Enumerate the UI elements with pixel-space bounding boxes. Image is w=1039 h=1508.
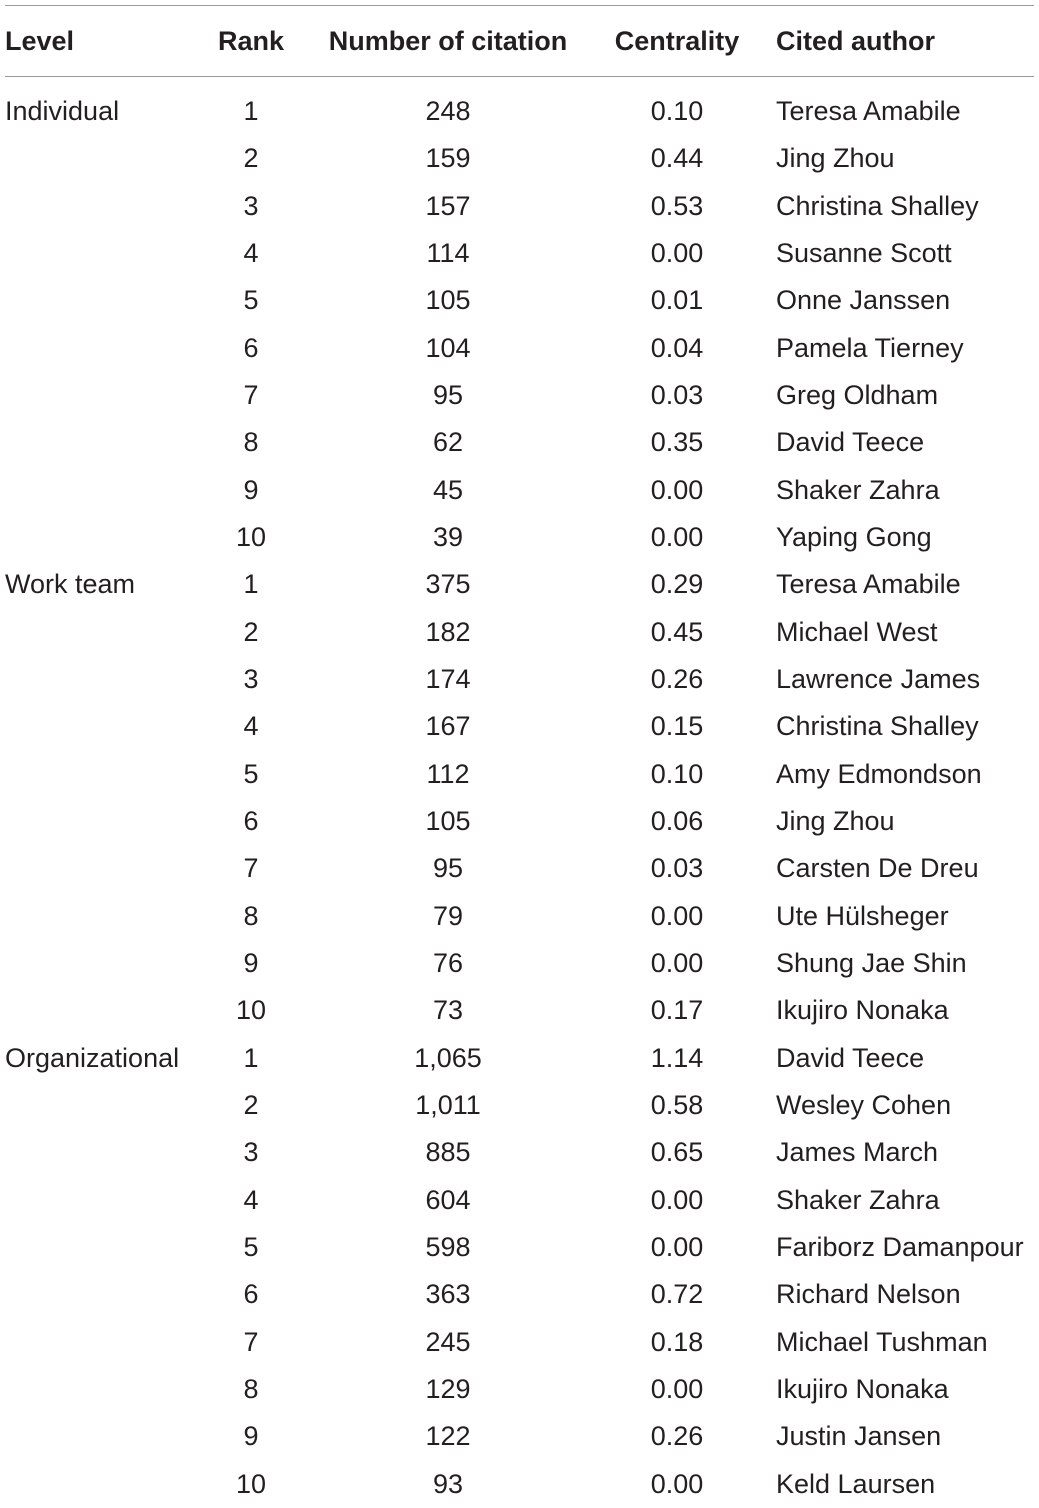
table-row — [0, 1177, 1039, 1224]
cell-centrality: 0.00 — [650, 1185, 704, 1215]
cell-number-of-citation: 93 — [432, 1469, 464, 1499]
table-row — [0, 277, 1039, 324]
cell-cited-author: David Teece — [776, 1043, 925, 1073]
cell-centrality: 0.29 — [650, 569, 704, 599]
cell-cited-author: Greg Oldham — [776, 380, 939, 410]
cell-centrality: 1.14 — [650, 1043, 704, 1073]
cell-number-of-citation: 73 — [432, 995, 464, 1025]
cell-centrality: 0.00 — [650, 522, 704, 552]
cell-cited-author: Shaker Zahra — [776, 475, 940, 505]
cell-centrality: 0.06 — [650, 806, 704, 836]
table-row — [0, 751, 1039, 798]
cell-rank: 5 — [243, 1232, 259, 1262]
cell-cited-author: Carsten De Dreu — [776, 853, 979, 883]
cell-cited-author: Jing Zhou — [776, 143, 895, 173]
cell-cited-author: Justin Jansen — [776, 1421, 942, 1451]
table-row — [0, 1413, 1039, 1460]
cell-centrality: 0.26 — [650, 664, 704, 694]
cell-rank: 2 — [243, 1090, 259, 1120]
cell-rank: 6 — [243, 333, 259, 363]
table-row — [0, 1035, 1039, 1082]
cell-centrality: 0.45 — [650, 617, 704, 647]
cell-centrality: 0.18 — [650, 1327, 704, 1357]
cell-number-of-citation: 182 — [425, 617, 471, 647]
cell-cited-author: Teresa Amabile — [776, 569, 961, 599]
table-row — [0, 419, 1039, 466]
cell-cited-author: Keld Laursen — [776, 1469, 936, 1499]
cell-number-of-citation: 375 — [425, 569, 471, 599]
table-row — [0, 467, 1039, 514]
cell-rank: 2 — [243, 143, 259, 173]
table-row — [0, 609, 1039, 656]
cell-cited-author: Shung Jae Shin — [776, 948, 967, 978]
cell-centrality: 0.58 — [650, 1090, 704, 1120]
cell-centrality: 0.00 — [650, 475, 704, 505]
cell-number-of-citation: 885 — [425, 1137, 471, 1167]
table-row — [0, 325, 1039, 372]
cell-level: Organizational — [5, 1043, 180, 1073]
cell-number-of-citation: 159 — [425, 143, 471, 173]
cell-centrality: 0.00 — [650, 1232, 704, 1262]
cell-cited-author: Pamela Tierney — [776, 333, 964, 363]
table-row — [0, 1271, 1039, 1318]
cell-number-of-citation: 248 — [425, 96, 471, 126]
cell-rank: 10 — [235, 522, 267, 552]
cell-rank: 10 — [235, 1469, 267, 1499]
cell-number-of-citation: 79 — [432, 901, 464, 931]
table-row — [0, 703, 1039, 750]
cell-rank: 8 — [243, 1374, 259, 1404]
cell-rank: 4 — [243, 711, 259, 741]
cell-rank: 7 — [243, 853, 259, 883]
cell-number-of-citation: 112 — [426, 759, 470, 789]
table-row — [0, 845, 1039, 892]
table-row — [0, 1224, 1039, 1271]
cell-centrality: 0.44 — [650, 143, 704, 173]
cell-cited-author: Onne Janssen — [776, 285, 951, 315]
cell-centrality: 0.26 — [650, 1421, 704, 1451]
cell-centrality: 0.00 — [650, 1374, 704, 1404]
cell-centrality: 0.35 — [650, 427, 704, 457]
cell-number-of-citation: 1,065 — [414, 1043, 482, 1073]
cell-cited-author: Ikujiro Nonaka — [776, 1374, 949, 1404]
cell-rank: 6 — [243, 1279, 259, 1309]
cell-rank: 8 — [243, 901, 259, 931]
cell-cited-author: James March — [776, 1137, 939, 1167]
cell-centrality: 0.15 — [650, 711, 704, 741]
cell-cited-author: Fariborz Damanpour — [776, 1232, 1024, 1262]
cell-rank: 8 — [243, 427, 259, 457]
cell-number-of-citation: 157 — [425, 191, 471, 221]
cell-centrality: 0.72 — [650, 1279, 704, 1309]
header-centrality: Centrality — [614, 26, 740, 56]
cell-centrality: 0.04 — [650, 333, 704, 363]
cell-number-of-citation: 104 — [425, 333, 471, 363]
table-row — [0, 88, 1039, 135]
cell-cited-author: Susanne Scott — [776, 238, 952, 268]
cell-cited-author: Yaping Gong — [776, 522, 932, 552]
cell-number-of-citation: 39 — [432, 522, 464, 552]
table-row — [0, 656, 1039, 703]
cell-centrality: 0.10 — [650, 96, 704, 126]
cell-centrality: 0.00 — [650, 901, 704, 931]
cell-centrality: 0.00 — [650, 238, 704, 268]
cell-rank: 5 — [243, 285, 259, 315]
cell-number-of-citation: 95 — [432, 853, 464, 883]
cell-number-of-citation: 363 — [425, 1279, 471, 1309]
cell-cited-author: Ikujiro Nonaka — [776, 995, 949, 1025]
cell-rank: 9 — [243, 475, 259, 505]
table-row — [0, 372, 1039, 419]
cell-cited-author: Michael Tushman — [776, 1327, 988, 1357]
cell-rank: 2 — [243, 617, 259, 647]
cell-cited-author: Lawrence James — [776, 664, 981, 694]
header-level: Level — [5, 26, 75, 56]
cell-centrality: 0.17 — [650, 995, 704, 1025]
cell-centrality: 0.10 — [650, 759, 704, 789]
cell-cited-author: Wesley Cohen — [776, 1090, 952, 1120]
cell-rank: 3 — [243, 1137, 259, 1167]
table-row — [0, 1366, 1039, 1413]
cell-rank: 4 — [243, 238, 259, 268]
cell-cited-author: Christina Shalley — [776, 711, 979, 741]
cell-rank: 7 — [243, 380, 259, 410]
cell-number-of-citation: 604 — [425, 1185, 471, 1215]
cell-number-of-citation: 245 — [425, 1327, 471, 1357]
table-row — [0, 230, 1039, 277]
cell-cited-author: Ute Hülsheger — [776, 901, 949, 931]
cell-cited-author: Teresa Amabile — [776, 96, 961, 126]
table-header-rule — [5, 76, 1034, 77]
table-row — [0, 514, 1039, 561]
header-cited-author: Cited author — [776, 26, 935, 56]
cell-centrality: 0.65 — [650, 1137, 704, 1167]
cell-number-of-citation: 62 — [432, 427, 464, 457]
cell-cited-author: Richard Nelson — [776, 1279, 961, 1309]
cell-rank: 1 — [243, 96, 259, 126]
cell-number-of-citation: 114 — [426, 238, 470, 268]
cell-rank: 10 — [235, 995, 267, 1025]
cell-cited-author: Amy Edmondson — [776, 759, 982, 789]
table-top-rule — [5, 5, 1034, 6]
cell-cited-author: Michael West — [776, 617, 938, 647]
cell-centrality: 0.03 — [650, 380, 704, 410]
cell-level: Individual — [5, 96, 120, 126]
table-row — [0, 1319, 1039, 1366]
table-row — [0, 561, 1039, 608]
cell-number-of-citation: 122 — [425, 1421, 471, 1451]
table-row — [0, 893, 1039, 940]
cell-level: Work team — [5, 569, 136, 599]
cell-centrality: 0.03 — [650, 853, 704, 883]
cell-number-of-citation: 76 — [432, 948, 464, 978]
table-header-row — [0, 18, 1039, 64]
cell-rank: 1 — [243, 569, 259, 599]
table-row — [0, 183, 1039, 230]
cell-number-of-citation: 105 — [425, 806, 471, 836]
cell-rank: 6 — [243, 806, 259, 836]
cell-rank: 9 — [243, 1421, 259, 1451]
table-row — [0, 940, 1039, 987]
cell-rank: 1 — [243, 1043, 259, 1073]
cell-number-of-citation: 1,011 — [415, 1090, 481, 1120]
table-row — [0, 1082, 1039, 1129]
cell-centrality: 0.00 — [650, 948, 704, 978]
table-row — [0, 135, 1039, 182]
cell-number-of-citation: 45 — [432, 475, 464, 505]
cell-centrality: 0.01 — [650, 285, 704, 315]
cell-cited-author: Shaker Zahra — [776, 1185, 940, 1215]
table-row — [0, 987, 1039, 1034]
cell-cited-author: David Teece — [776, 427, 925, 457]
cell-rank: 3 — [243, 664, 259, 694]
cell-number-of-citation: 167 — [425, 711, 471, 741]
cell-rank: 7 — [243, 1327, 259, 1357]
cell-rank: 4 — [243, 1185, 259, 1215]
cell-number-of-citation: 95 — [432, 380, 464, 410]
table-row — [0, 798, 1039, 845]
cell-number-of-citation: 174 — [425, 664, 471, 694]
cell-centrality: 0.53 — [650, 191, 704, 221]
cell-cited-author: Jing Zhou — [776, 806, 895, 836]
cell-number-of-citation: 105 — [425, 285, 471, 315]
table-row — [0, 1129, 1039, 1176]
header-rank: Rank — [217, 26, 285, 56]
cell-cited-author: Christina Shalley — [776, 191, 979, 221]
cell-rank: 9 — [243, 948, 259, 978]
cell-number-of-citation: 598 — [425, 1232, 471, 1262]
cell-rank: 5 — [243, 759, 259, 789]
cell-centrality: 0.00 — [650, 1469, 704, 1499]
cell-rank: 3 — [243, 191, 259, 221]
cell-number-of-citation: 129 — [425, 1374, 471, 1404]
header-number-of-citation: Number of citation — [328, 26, 568, 56]
